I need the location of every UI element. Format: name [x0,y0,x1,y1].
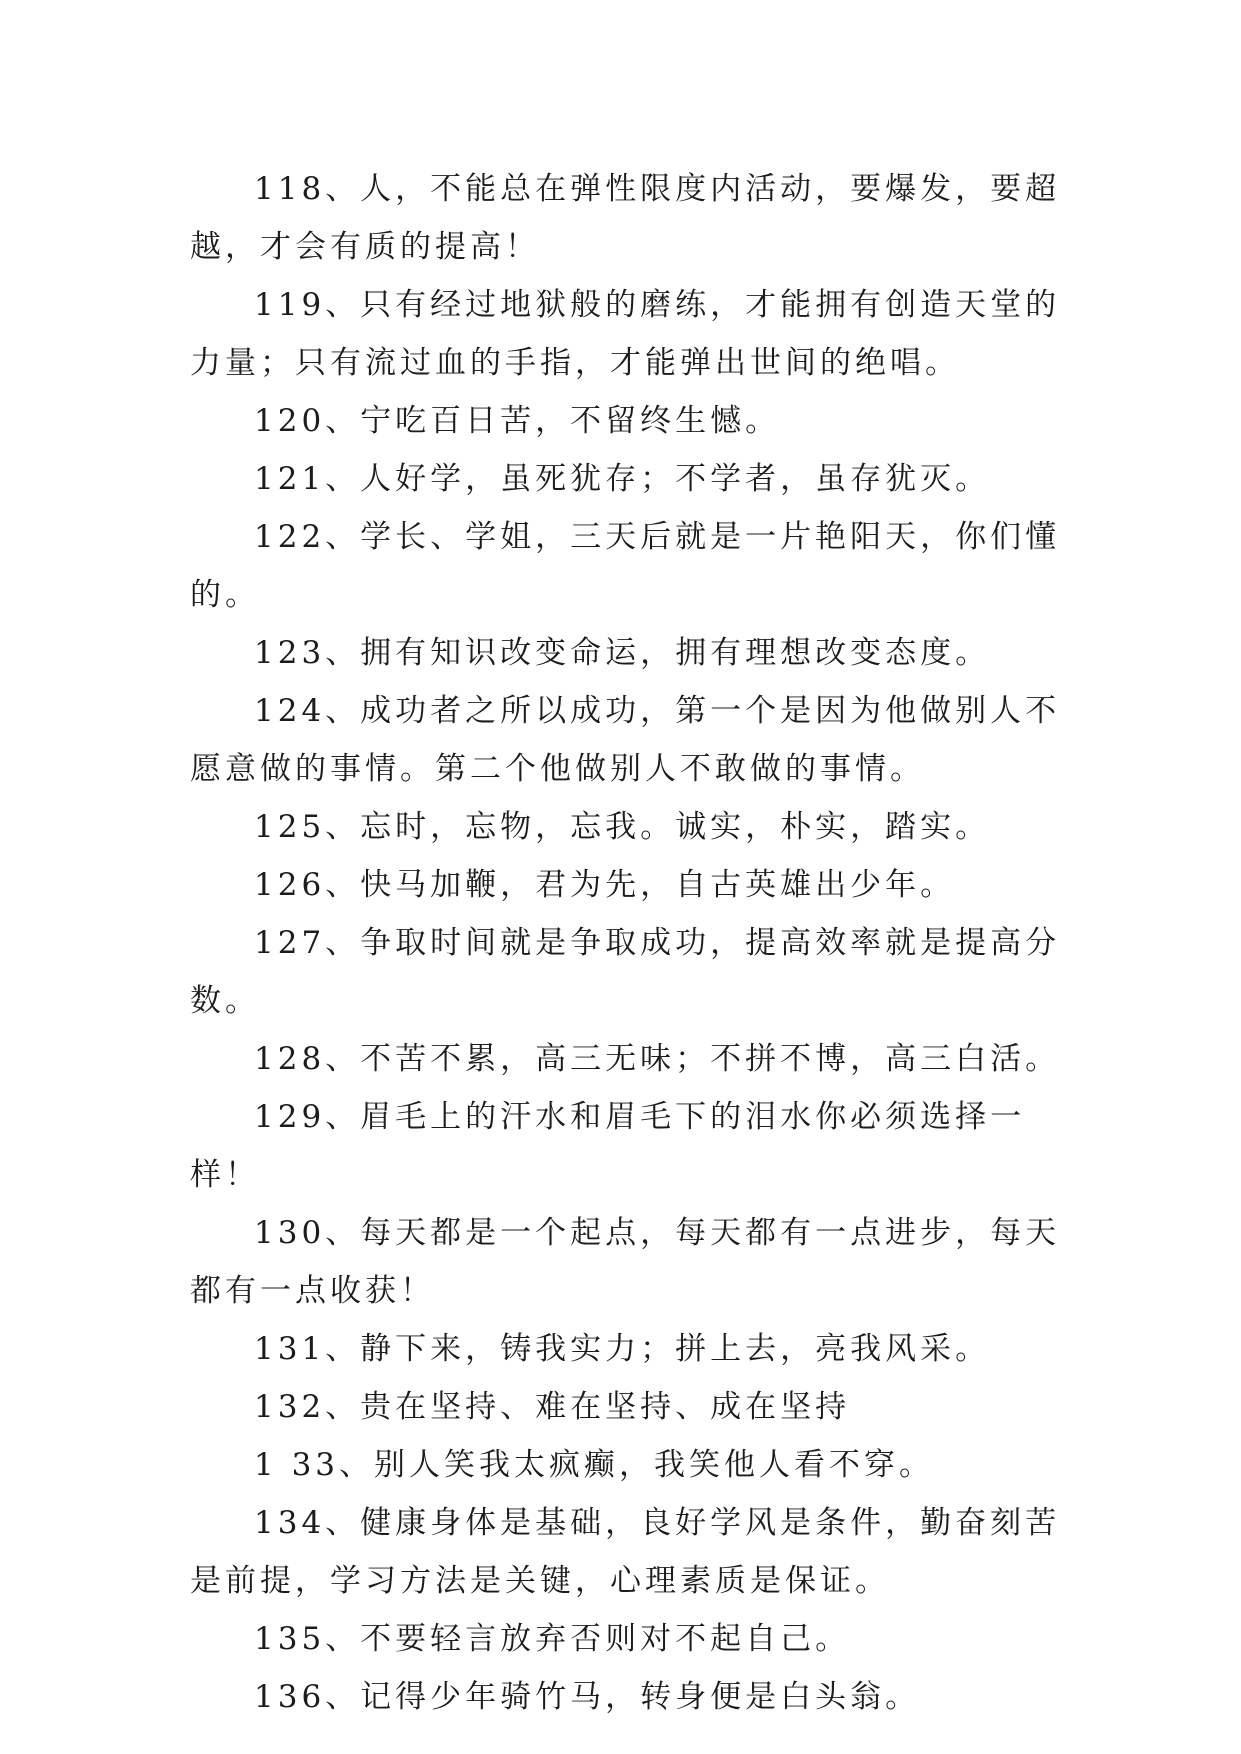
paragraph-119: 119、只有经过地狱般的磨练，才能拥有创造天堂的力量；只有流过血的手指，才能弹出世间的绝唱。 [190,287,1061,381]
paragraph-135: 135、不要轻言放弃否则对不起自己。 [254,1621,851,1657]
paragraph-123: 123、拥有知识改变命运，拥有理想改变态度。 [254,635,991,671]
paragraph-120: 120、宁吃百日苦，不留终生憾。 [254,403,781,439]
paragraph-134: 134、健康身体是基础，良好学风是条件，勤奋刻苦是前提，学习方法是关键，心理素质是保证。 [190,1505,1061,1599]
paragraph-125: 125、忘时，忘物，忘我。诚实，朴实，踏实。 [254,809,991,845]
paragraph-118: 118、人，不能总在弹性限度内活动，要爆发，要超越，才会有质的提高！ [190,171,1061,265]
paragraph-128: 128、不苦不累，高三无味；不拼不博，高三白活。 [254,1041,1061,1077]
paragraph-122: 122、学长、学姐，三天后就是一片艳阳天，你们懂的。 [190,519,1061,613]
paragraph-129: 129、眉毛上的汗水和眉毛下的泪水你必须选择一样！ [190,1099,1026,1193]
paragraph-133: 1 33、别人笑我太疯癫，我笑他人看不穿。 [254,1447,935,1483]
paragraph-126: 126、快马加鞭，君为先，自古英雄出少年。 [254,867,956,903]
paragraph-130: 130、每天都是一个起点，每天都有一点进步，每天都有一点收获！ [190,1215,1061,1309]
paragraph-136: 136、记得少年骑竹马，转身便是白头翁。 [254,1679,921,1715]
paragraph-131: 131、静下来，铸我实力；拼上去，亮我风采。 [254,1331,991,1367]
document-body [190,160,1070,1726]
paragraph-121: 121、人好学，虽死犹存；不学者，虽存犹灭。 [254,461,991,497]
paragraph-127: 127、争取时间就是争取成功，提高效率就是提高分数。 [190,925,1061,1019]
paragraph-124: 124、成功者之所以成功，第一个是因为他做别人不愿意做的事情。第二个他做别人不敢做的事情。 [190,693,1061,787]
paragraph-132: 132、贵在坚持、难在坚持、成在坚持 [254,1389,851,1425]
